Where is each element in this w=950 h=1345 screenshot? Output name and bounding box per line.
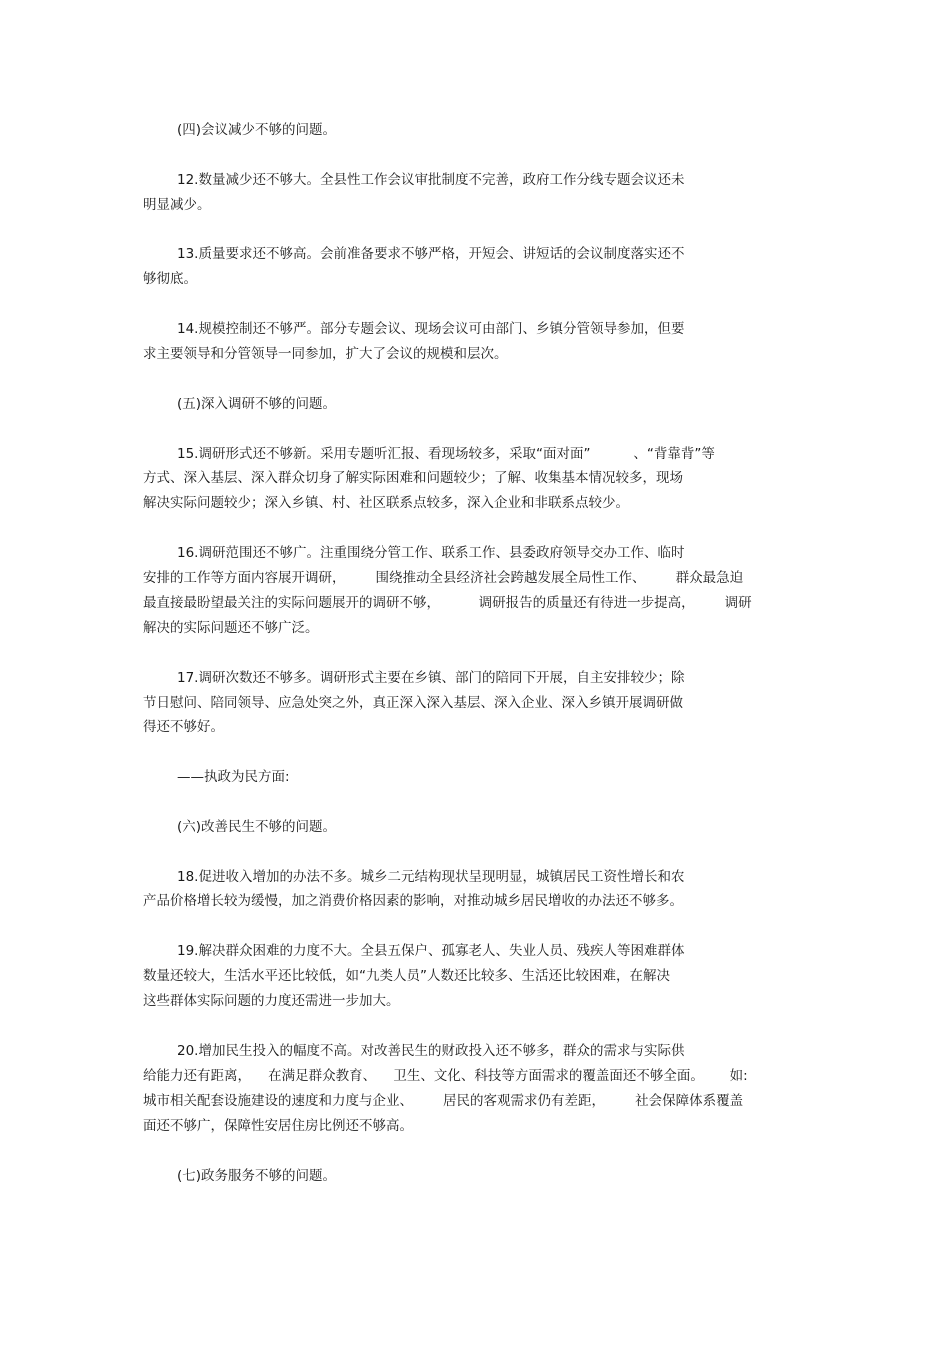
text-line: 求主要领导和分管领导一同参加，扩大了会议的规模和层次。 xyxy=(143,346,508,362)
text-line: 20.增加民生投入的幅度不高。对改善民生的财政投入还不够多，群众的需求与实际供 xyxy=(177,1043,685,1059)
text-line: 面还不够广，保障性安居住房比例还不够高。 xyxy=(143,1118,413,1134)
text-line: 城市相关配套设施建设的速度和力度与企业、 居民的客观需求仍有差距， 社会保障体系覆盖 xyxy=(143,1093,744,1109)
text-line: 产品价格增长较为缓慢，加之消费价格因素的影响，对推动城乡居民增收的办法还不够多。 xyxy=(143,893,683,909)
text-line: 13.质量要求还不够高。会前准备要求不够严格，开短会、讲短话的会议制度落实还不 xyxy=(177,246,685,262)
text-line: 方式、深入基层、深入群众切身了解实际困难和问题较少；了解、收集基本情况较多，现场 xyxy=(143,470,683,486)
text-line: 安排的工作等方面内容展开调研， 围绕推动全县经济社会跨越发展全局性工作、 群众最急迫 xyxy=(143,570,744,586)
text-line: 17.调研次数还不够多。调研形式主要在乡镇、部门的陪同下开展，自主安排较少；除 xyxy=(177,670,685,686)
text-line: 数量还较大，生活水平还比较低，如“九类人员”人数还比较多、生活还比较困难，在解决 xyxy=(143,968,670,984)
text-line: 12.数量减少还不够大。全县性工作会议审批制度不完善，政府工作分线专题会议还未 xyxy=(177,172,685,188)
text-line: 解决的实际问题还不够广泛。 xyxy=(143,620,319,636)
text-line: 给能力还有距离， 在满足群众教育、 卫生、文化、科技等方面需求的覆盖面还不够全面。 如: xyxy=(143,1068,748,1084)
text-line: (六)改善民生不够的问题。 xyxy=(177,819,337,835)
text-line: 19.解决群众困难的力度不大。全县五保户、孤寡老人、失业人员、残疾人等困难群体 xyxy=(177,943,685,959)
text-line: 最直接最盼望最关注的实际问题展开的调研不够， 调研报告的质量还有待进一步提高， 调研 xyxy=(143,595,752,611)
text-line: 节日慰问、陪同领导、应急处突之外，真正深入深入基层、深入企业、深入乡镇开展调研做 xyxy=(143,695,683,711)
text-line: 15.调研形式还不够新。采用专题听汇报、看现场较多，采取“面对面” 、“背靠背”等 xyxy=(177,446,715,462)
text-line: 得还不够好。 xyxy=(143,719,224,735)
text-line: 16.调研范围还不够广。注重围绕分管工作、联系工作、县委政府领导交办工作、临时 xyxy=(177,545,685,561)
text-line: 18.促进收入增加的办法不多。城乡二元结构现状呈现明显，城镇居民工资性增长和农 xyxy=(177,869,685,885)
text-line: (七)政务服务不够的问题。 xyxy=(177,1168,337,1184)
text-line: (四)会议减少不够的问题。 xyxy=(177,122,337,138)
text-line: (五)深入调研不够的问题。 xyxy=(177,396,337,412)
text-line: 解决实际问题较少；深入乡镇、村、社区联系点较多，深入企业和非联系点较少。 xyxy=(143,495,629,511)
text-line: 这些群体实际问题的力度还需进一步加大。 xyxy=(143,993,400,1009)
text-line: 明显减少。 xyxy=(143,197,211,213)
text-line: ——执政为民方面: xyxy=(177,769,290,785)
text-line: 够彻底。 xyxy=(143,271,197,287)
text-line: 14.规模控制还不够严。部分专题会议、现场会议可由部门、乡镇分管领导参加，但要 xyxy=(177,321,685,337)
